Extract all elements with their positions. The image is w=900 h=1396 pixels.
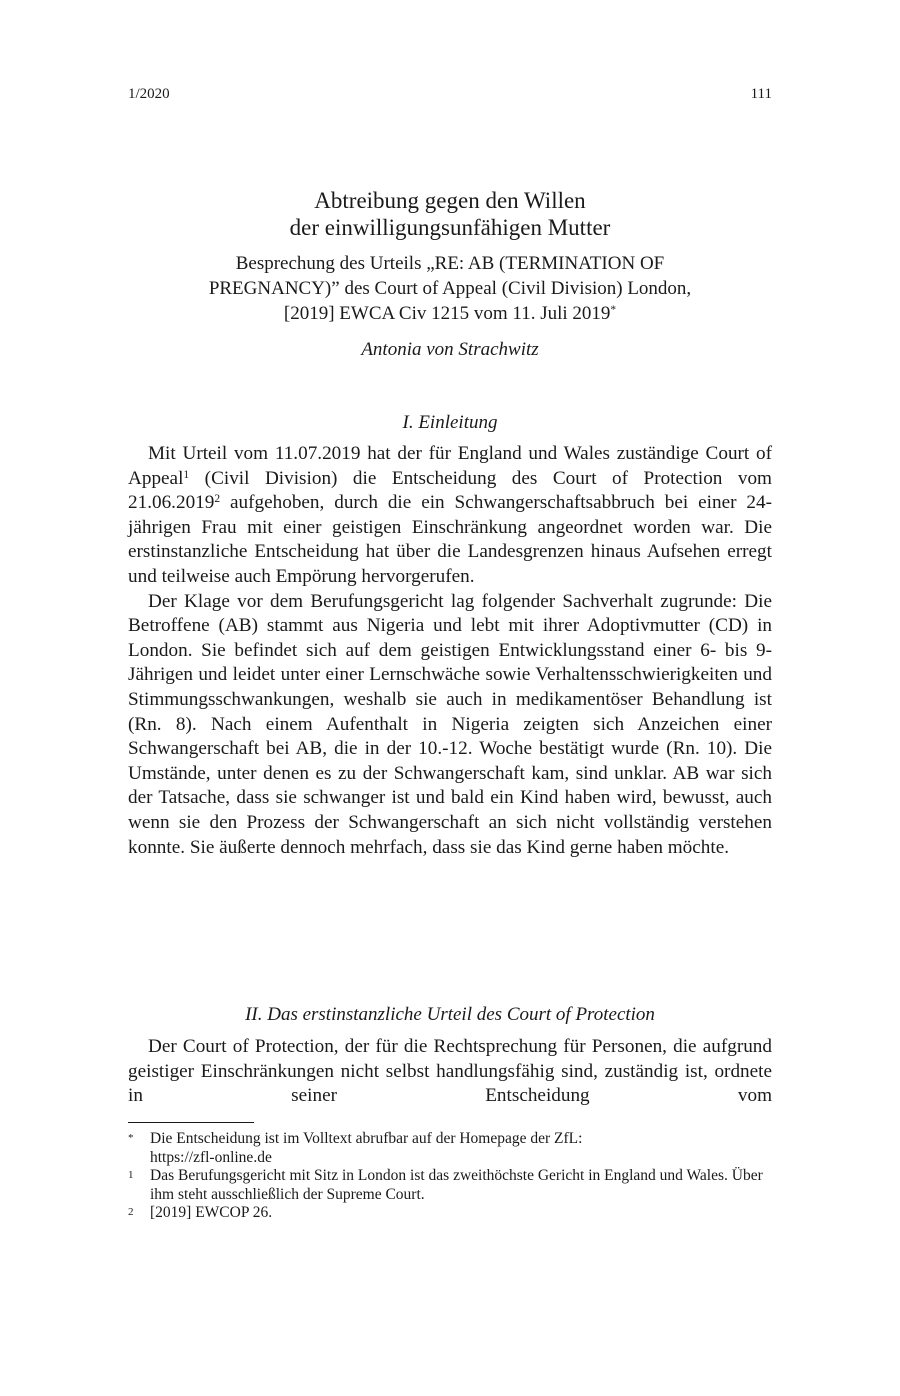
paragraph-intro-text-3: aufgehoben, durch die ein Schwangerschaftsabbruch bei einer 24-jährigen Frau mit einer geistigen Einschränkung angeordnet worden war. Die erstinstanzliche Entscheidung hat über die Landesgrenzen hinaus Aufsehen erregt und teilweise auch Empörung hervorgerufen. — [128, 492, 772, 587]
section-heading-1: I. Einleitung — [402, 412, 498, 433]
paragraph-court-of-protection: Der Court of Protection, der für die Rechtsprechung für Personen, die aufgrund geistiger Einschränkungen nicht selbst handlungsfähig sind, zuständig ist, ordnete in seiner Entscheidung vom — [128, 1036, 772, 1107]
subtitle-line-1: Besprechung des Urteils „RE: AB (TERMINATION OF — [235, 253, 665, 274]
section-heading-2: II. Das erstinstanzliche Urteil des Court of Protection — [245, 1004, 655, 1025]
paragraph-facts: Der Klage vor dem Berufungsgericht lag folgender Sachverhalt zugrunde: Die Betroffene (AB) stammt aus Nigeria und lebt mit ihrer Adoptivmutter (CD) in London. Sie befindet sich auf dem geistigen Entwicklungsstand einer 6- bis 9-Jährigen und leidet unter einer Lernschwäche sowie Verhaltensschwierigkeiten und Stimmungsschwankungen, weshalb sie auch in medikamentöser Behandlung ist (Rn. 8). Nach einem Aufenthalt in Nigeria zeigten sich Anzeichen einer Schwangerschaft bei AB, die in der 10.-12. Woche bestätigt wurde (Rn. 10). Die Umstände, unter denen es zu der Schwangerschaft kam, sind unklar. AB war sich der Tatsache, dass sie schwanger ist und bald ein Kind haben wird, bewusst, auch wenn sie den Prozess der Schwangerschaft an sich nicht vollständig verstehen konnte. Sie äußerte dennoch mehrfach, dass sie das Kind gerne haben möchte. — [128, 590, 772, 858]
footnotes — [128, 1130, 772, 1223]
footnote-1 — [128, 1167, 772, 1204]
footnote-ref-star[interactable]: * — [610, 304, 617, 317]
footnote-text: [2019] EWCOP 26. — [150, 1204, 273, 1221]
page-number: 111 — [750, 86, 772, 102]
subtitle-line-3 — [128, 301, 772, 326]
author-name: Antonia von Strachwitz — [361, 339, 539, 360]
subtitle-line-2: PREGNANCY)” des Court of Appeal (Civil Division) London, — [208, 278, 692, 299]
footnote-separator — [128, 1122, 254, 1123]
paragraph-intro-text-2: (Civil Division) die Entscheidung des Court of Protection vom 21.06.2019 — [128, 467, 772, 514]
footnote-mark: 2 — [128, 1206, 134, 1218]
footnote-text — [150, 1130, 772, 1167]
paragraph-intro-text-1: Mit Urteil vom 11.07.2019 hat der für England und Wales zuständige Court of Appeal — [128, 443, 772, 489]
footnote-mark: 1 — [128, 1169, 134, 1181]
article-title-block — [128, 187, 772, 362]
section-1-body — [128, 442, 772, 860]
running-header — [128, 86, 772, 106]
paragraph-introduction — [128, 442, 772, 590]
article-subtitle — [128, 251, 772, 326]
footnote-star — [128, 1130, 772, 1167]
footnote-mark: * — [128, 1132, 134, 1144]
issue-number: 1/2020 — [128, 86, 170, 102]
footnote-2 — [128, 1204, 772, 1223]
section-2-body — [128, 1035, 772, 1109]
footnote-text: Das Berufungsgericht mit Sitz in London ist das zweithöchste Gericht in England und Wales. Über ihm steht ausschließlich der Supreme Court. — [150, 1167, 763, 1203]
zfl-online-link[interactable]: https://zfl-online.de — [150, 1148, 272, 1166]
footnote-ref-2[interactable]: 2 — [214, 493, 221, 506]
footnote-ref-1[interactable]: 1 — [183, 468, 190, 481]
article-title-line-2: der einwilligungsunfähigen Mutter — [289, 215, 611, 240]
article-title-line-1: Abtreibung gegen den Willen — [314, 188, 586, 213]
footnote-star-line-1: Die Entscheidung ist im Volltext abrufbar auf der Homepage der ZfL: — [150, 1130, 583, 1147]
subtitle-line-3-text: [2019] EWCA Civ 1215 vom 11. Juli 2019 — [283, 303, 611, 324]
